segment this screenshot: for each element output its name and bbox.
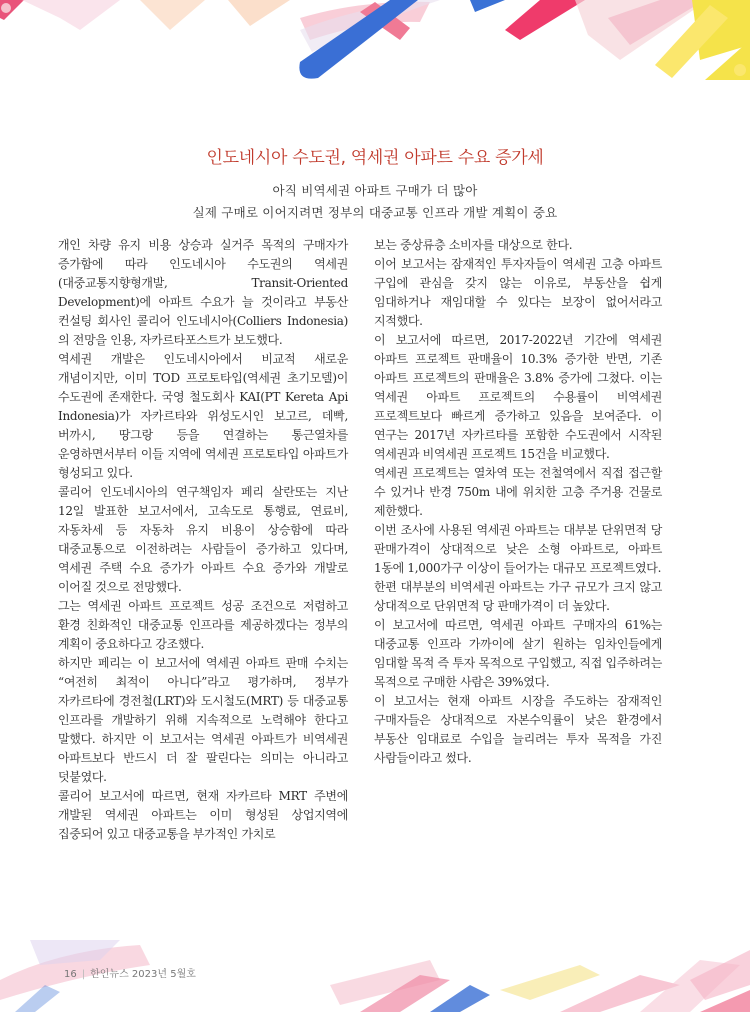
paragraph: 이 보고서에 따르면, 2017-2022년 기간에 역세권 아파트 프로젝트 판매율이 10.3% 증가한 반면, 기존 아파트 프로젝트의 판매율은 3.8% 증가에 그쳤다. 이는 역세권 아파트 프로젝트의 수용률이 비역세권 프로젝트보다 빠르게 증가하고 있음을 보여준다. 이 연구는 2017년 자카르타를 포함한 수도권에서 시작된 역세권과 비역세권 프로젝트 15건을 비교했다. [374, 333, 662, 461]
right-column [374, 236, 662, 768]
paragraph: 그는 역세권 아파트 프로젝트 성공 조건으로 저렴하고 환경 친화적인 대중교통 인프라를 제공하겠다는 정부의 계획이 중요하다고 강조했다. [58, 599, 348, 651]
paragraph: 역세권 프로젝트는 열차역 또는 전철역에서 직접 접근할 수 있거나 반경 750m 내에 위치한 고층 주거용 건물로 제한했다. [374, 466, 662, 518]
page-number: 16 [64, 969, 77, 980]
paragraph: 콜리어 보고서에 따르면, 현재 자카르타 MRT 주변에 개발된 역세권 아파트는 이미 형성된 상업지역에 집중되어 있고 대중교통을 부가적인 가치로 [58, 789, 348, 841]
top-brush-strokes [0, 0, 750, 80]
page-footer [64, 965, 196, 980]
paragraph: 보는 중상류층 소비자를 대상으로 한다. [374, 238, 573, 252]
article-subtitle-1: 아직 비역세권 아파트 구매가 더 많아 [272, 183, 478, 198]
paragraph: 콜리어 인도네시아의 연구책임자 페리 살란또는 지난 12일 발표한 보고서에서, 고속도로 통행료, 연료비, 자동차세 등 자동차 유지 비용이 상승함에 따라 대중교통으로 이전하려는 사람들이 증가하고 있다며, 역세권 주택 수요 증가가 아파트 수요 증가와 개발로 이어질 것으로 전망했다. [58, 485, 348, 594]
paragraph: 이 보고서에 따르면, 역세권 아파트 구매자의 61%는 대중교통 인프라 가까이에 살기 원하는 임차인들에게 임대할 목적 즉 투자 목적으로 구입했고, 직접 입주하려는 목적으로 구매한 사람은 39%였다. [374, 618, 662, 689]
paragraph: 이어 보고서는 잠재적인 투자자들이 역세권 고층 아파트 구입에 관심을 갖지 않는 이유로, 부동산을 쉽게 임대하거나 재임대할 수 있다는 보장이 없어서라고 지적했다. [374, 257, 662, 328]
paragraph: 이 보고서는 현재 아파트 시장을 주도하는 잠재적인 구매자들은 상대적으로 자본수익률이 낮은 환경에서 부동산 임대료로 수입을 늘리려는 투자 목적을 가진 사람들이라고 썼다. [374, 694, 662, 765]
footer-divider: | [81, 969, 86, 980]
paragraph: 이번 조사에 사용된 역세권 아파트는 대부분 단위면적 당 판매가격이 상대적으로 낮은 소형 아파트로, 아파트 1동에 1,000가구 이상이 들어가는 대규모 프로젝트였다. [374, 523, 662, 575]
paragraph: 한편 대부분의 비역세권 아파트는 가구 규모가 크지 않고 상대적으로 단위면적 당 판매가격이 더 높았다. [374, 580, 662, 613]
publication-name: 한인뉴스 2023년 5월호 [90, 969, 196, 980]
left-column [58, 236, 348, 844]
paragraph: 하지만 페리는 이 보고서에 역세권 아파트 판매 수치는 “여전히 최적이 아니다”라고 평가하며, 정부가 자카르타에 경전철(LRT)와 도시철도(MRT) 등 대중교통 인프라를 개발하기 위해 지속적으로 노력해야 한다고 말했다. 하지만 이 보고서는 역세권 아파트가 비역세권 아파트보다 반드시 더 잘 팔린다는 의미는 아니라고 덧붙였다. [58, 656, 348, 784]
article-subtitle-2: 실제 구매로 이어지려면 정부의 대중교통 인프라 개발 계획이 중요 [192, 205, 558, 220]
article-title: 인도네시아 수도권, 역세권 아파트 수요 증가세 [206, 148, 544, 168]
paragraph: 개인 차량 유지 비용 상승과 실거주 목적의 구매자가 증가함에 따라 인도네시아 수도권의 역세권(대중교통지향형개발, Transit-Oriented Development)에 아파트 수요가 늘 것이라고 부동산 컨설팅 회사인 콜리어 인도네시아(Colliers Indonesia)의 전망을 인용, 자카르타포스트가 보도했다. [58, 238, 348, 347]
paragraph: 역세권 개발은 인도네시아에서 비교적 새로운 개념이지만, 이미 TOD 프로토타입(역세권 초기모델)이 수도권에 존재한다. 국영 철도회사 KAI(PT Kereta Api Indonesia)가 자카르타와 위성도시인 보고르, 데빡, 버까시, 땅그랑 등을 연결하는 통근열차를 운영하면서부터 이들 지역에 역세권 프로토타입 아파트가 형성되고 있다. [58, 352, 348, 480]
